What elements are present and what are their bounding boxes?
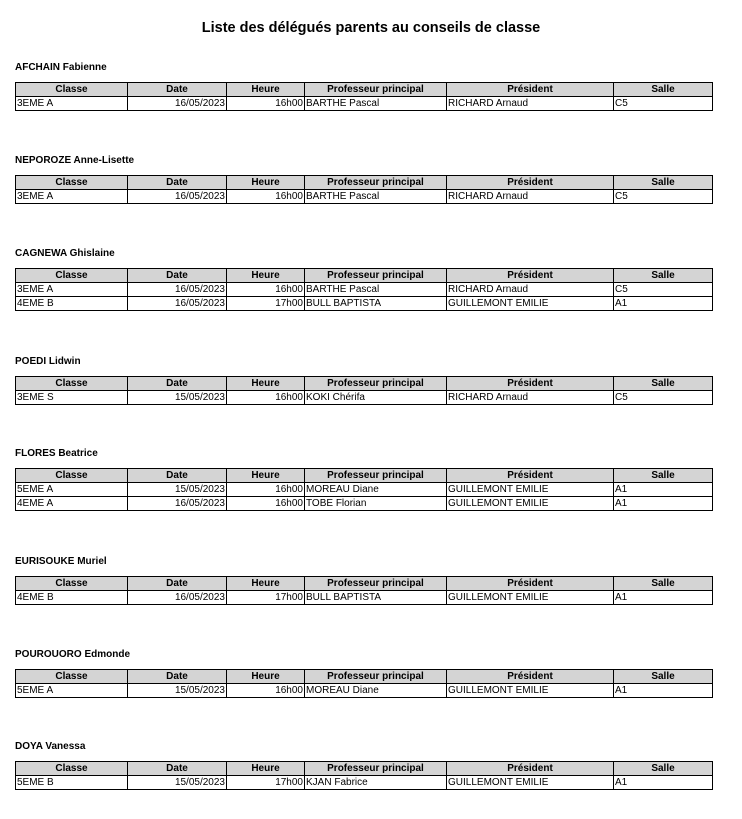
cell-date: 16/05/2023 (128, 497, 227, 511)
column-header-room: Salle (614, 269, 713, 283)
column-header-head-teacher: Professeur principal (305, 577, 447, 591)
column-header-date: Date (128, 762, 227, 776)
cell-time: 16h00 (227, 97, 305, 111)
cell-president: GUILLEMONT EMILIE (447, 591, 614, 605)
delegate-section (15, 556, 712, 605)
table-header-row (16, 83, 713, 97)
cell-room: C5 (614, 283, 713, 297)
table-header-row (16, 577, 713, 591)
column-header-date: Date (128, 577, 227, 591)
column-header-class: Classe (16, 670, 128, 684)
column-header-room: Salle (614, 377, 713, 391)
table-row (16, 591, 713, 605)
council-table (15, 669, 713, 698)
column-header-president: Président (447, 670, 614, 684)
cell-date: 16/05/2023 (128, 297, 227, 311)
delegate-section (15, 155, 712, 204)
cell-president: GUILLEMONT EMILIE (447, 776, 614, 790)
column-header-president: Président (447, 469, 614, 483)
table-header-row (16, 269, 713, 283)
cell-room: A1 (614, 776, 713, 790)
cell-date: 16/05/2023 (128, 97, 227, 111)
cell-room: A1 (614, 591, 713, 605)
column-header-head-teacher: Professeur principal (305, 269, 447, 283)
cell-date: 15/05/2023 (128, 483, 227, 497)
cell-class: 3EME A (16, 97, 128, 111)
column-header-room: Salle (614, 762, 713, 776)
cell-head-teacher: MOREAU Diane (305, 684, 447, 698)
cell-class: 4EME B (16, 591, 128, 605)
column-header-class: Classe (16, 469, 128, 483)
cell-head-teacher: MOREAU Diane (305, 483, 447, 497)
delegate-section (15, 649, 712, 698)
column-header-date: Date (128, 670, 227, 684)
table-header-row (16, 176, 713, 190)
column-header-time: Heure (227, 469, 305, 483)
council-table (15, 761, 713, 790)
table-row (16, 97, 713, 111)
cell-class: 4EME A (16, 497, 128, 511)
table-header-row (16, 762, 713, 776)
column-header-president: Président (447, 377, 614, 391)
council-table (15, 468, 713, 511)
column-header-room: Salle (614, 577, 713, 591)
cell-president: RICHARD Arnaud (447, 283, 614, 297)
column-header-class: Classe (16, 377, 128, 391)
column-header-class: Classe (16, 762, 128, 776)
column-header-head-teacher: Professeur principal (305, 469, 447, 483)
column-header-class: Classe (16, 83, 128, 97)
delegate-section (15, 248, 712, 311)
delegate-name: FLORES Beatrice (15, 448, 98, 459)
column-header-time: Heure (227, 670, 305, 684)
column-header-class: Classe (16, 577, 128, 591)
cell-date: 16/05/2023 (128, 283, 227, 297)
cell-time: 17h00 (227, 591, 305, 605)
cell-room: C5 (614, 391, 713, 405)
cell-time: 16h00 (227, 391, 305, 405)
cell-class: 4EME B (16, 297, 128, 311)
column-header-room: Salle (614, 176, 713, 190)
cell-date: 15/05/2023 (128, 684, 227, 698)
cell-time: 16h00 (227, 190, 305, 204)
table-row (16, 297, 713, 311)
column-header-time: Heure (227, 577, 305, 591)
table-row (16, 497, 713, 511)
column-header-time: Heure (227, 762, 305, 776)
column-header-time: Heure (227, 269, 305, 283)
council-table (15, 268, 713, 311)
delegate-name: POUROUORO Edmonde (15, 649, 131, 660)
column-header-president: Président (447, 269, 614, 283)
table-row (16, 483, 713, 497)
table-row (16, 391, 713, 405)
cell-president: GUILLEMONT EMILIE (447, 497, 614, 511)
cell-date: 15/05/2023 (128, 391, 227, 405)
cell-head-teacher: KOKI Chérifa (305, 391, 447, 405)
cell-president: GUILLEMONT EMILIE (447, 684, 614, 698)
delegate-name: CAGNEWA Ghislaine (15, 248, 115, 259)
cell-time: 16h00 (227, 684, 305, 698)
council-table (15, 576, 713, 605)
cell-time: 16h00 (227, 497, 305, 511)
cell-president: RICHARD Arnaud (447, 391, 614, 405)
cell-time: 17h00 (227, 297, 305, 311)
column-header-class: Classe (16, 269, 128, 283)
cell-date: 16/05/2023 (128, 591, 227, 605)
cell-class: 5EME B (16, 776, 128, 790)
cell-date: 15/05/2023 (128, 776, 227, 790)
cell-class: 3EME A (16, 283, 128, 297)
column-header-president: Président (447, 577, 614, 591)
cell-room: A1 (614, 297, 713, 311)
cell-room: C5 (614, 97, 713, 111)
delegate-name: AFCHAIN Fabienne (15, 62, 107, 73)
cell-head-teacher: BARTHE Pascal (305, 97, 447, 111)
table-header-row (16, 670, 713, 684)
column-header-head-teacher: Professeur principal (305, 83, 447, 97)
column-header-date: Date (128, 377, 227, 391)
cell-head-teacher: BULL BAPTISTA (305, 297, 447, 311)
table-header-row (16, 377, 713, 391)
delegate-name: EURISOUKE Muriel (15, 556, 107, 567)
column-header-date: Date (128, 176, 227, 190)
column-header-date: Date (128, 83, 227, 97)
column-header-head-teacher: Professeur principal (305, 762, 447, 776)
column-header-time: Heure (227, 176, 305, 190)
cell-time: 16h00 (227, 483, 305, 497)
column-header-head-teacher: Professeur principal (305, 176, 447, 190)
table-row (16, 684, 713, 698)
column-header-head-teacher: Professeur principal (305, 670, 447, 684)
cell-president: RICHARD Arnaud (447, 190, 614, 204)
delegate-name: POEDI Lidwin (15, 356, 81, 367)
cell-president: GUILLEMONT EMILIE (447, 483, 614, 497)
column-header-president: Président (447, 83, 614, 97)
cell-head-teacher: TOBE Florian (305, 497, 447, 511)
delegate-name: NEPOROZE Anne-Lisette (15, 155, 135, 166)
cell-room: A1 (614, 483, 713, 497)
cell-class: 5EME A (16, 684, 128, 698)
cell-class: 3EME A (16, 190, 128, 204)
table-row (16, 190, 713, 204)
column-header-time: Heure (227, 83, 305, 97)
council-table (15, 175, 713, 204)
cell-date: 16/05/2023 (128, 190, 227, 204)
cell-head-teacher: BULL BAPTISTA (305, 591, 447, 605)
cell-president: GUILLEMONT EMILIE (447, 297, 614, 311)
column-header-date: Date (128, 269, 227, 283)
cell-class: 3EME S (16, 391, 128, 405)
council-table (15, 82, 713, 111)
column-header-date: Date (128, 469, 227, 483)
cell-head-teacher: BARTHE Pascal (305, 283, 447, 297)
cell-head-teacher: BARTHE Pascal (305, 190, 447, 204)
delegate-section (15, 62, 712, 111)
delegate-section (15, 741, 712, 790)
column-header-president: Président (447, 176, 614, 190)
delegate-section (15, 356, 712, 405)
cell-room: A1 (614, 497, 713, 511)
column-header-president: Président (447, 762, 614, 776)
cell-room: C5 (614, 190, 713, 204)
council-table (15, 376, 713, 405)
table-row (16, 776, 713, 790)
delegate-name: DOYA Vanessa (15, 741, 86, 752)
column-header-room: Salle (614, 83, 713, 97)
column-header-time: Heure (227, 377, 305, 391)
column-header-room: Salle (614, 469, 713, 483)
delegate-section (15, 448, 712, 511)
table-header-row (16, 469, 713, 483)
column-header-class: Classe (16, 176, 128, 190)
column-header-room: Salle (614, 670, 713, 684)
cell-time: 17h00 (227, 776, 305, 790)
cell-head-teacher: KJAN Fabrice (305, 776, 447, 790)
table-row (16, 283, 713, 297)
cell-time: 16h00 (227, 283, 305, 297)
cell-president: RICHARD Arnaud (447, 97, 614, 111)
page-title: Liste des délégués parents au conseils de classe (201, 20, 541, 36)
cell-room: A1 (614, 684, 713, 698)
cell-class: 5EME A (16, 483, 128, 497)
column-header-head-teacher: Professeur principal (305, 377, 447, 391)
